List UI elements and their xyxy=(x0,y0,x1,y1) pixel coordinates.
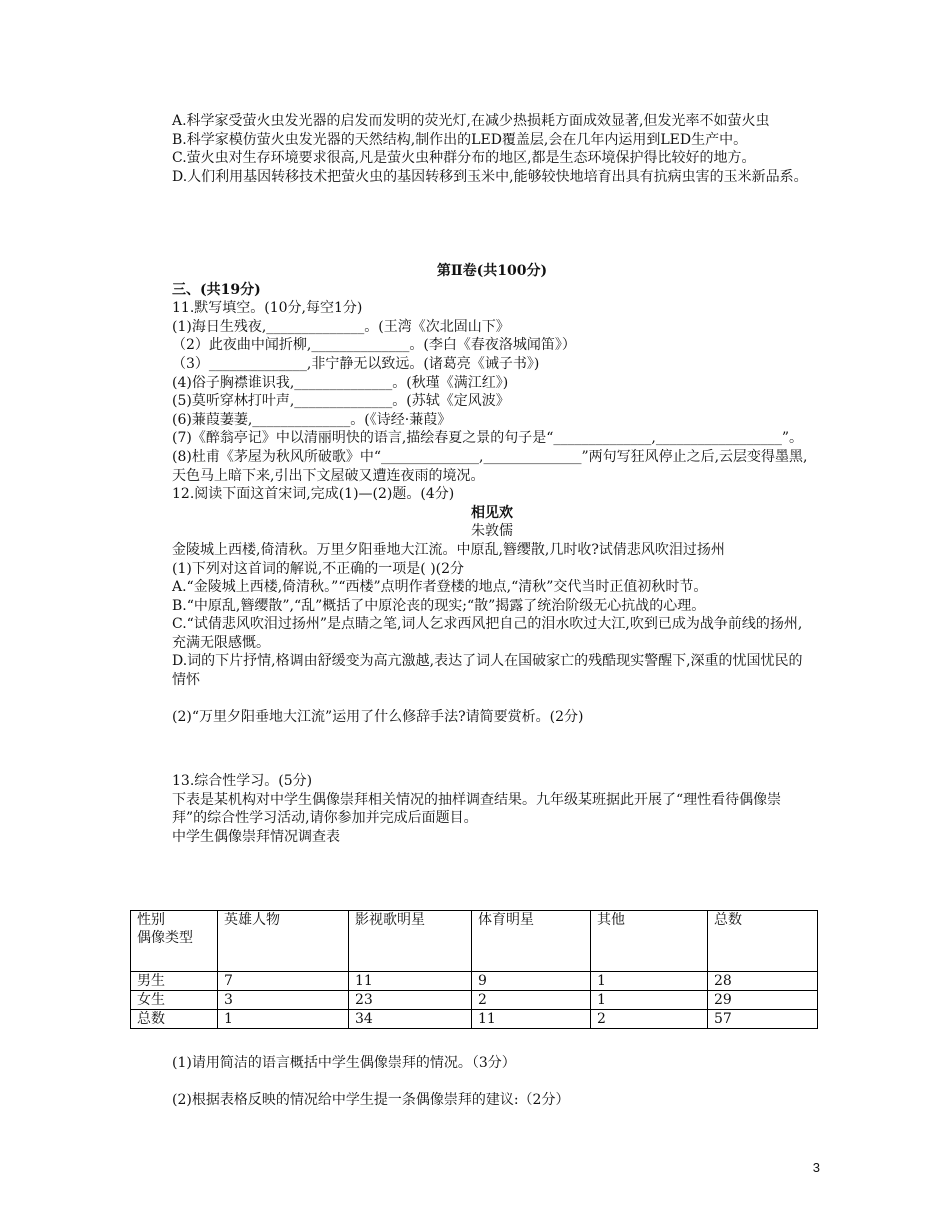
page-number: 3 xyxy=(812,1160,820,1175)
row-label: 女生 xyxy=(131,991,218,1010)
q11-item: (6)蒹葭萋萋,______________。(《诗经·蒹葭》 xyxy=(172,411,452,428)
column-header: 英雄人物 xyxy=(218,911,349,972)
q12-sub2: (2)“万里夕阳垂地大江流”运用了什么修辞手法?请简要赏析。(2分) xyxy=(172,708,584,725)
table-cell: 11 xyxy=(472,1010,591,1029)
column-header: 其他 xyxy=(591,911,708,972)
q11-stem: 11.默写填空。(10分,每空1分) xyxy=(172,300,363,317)
table-cell: 29 xyxy=(708,991,818,1010)
q12-sub1: (1)下列对这首词的解说,不正确的一项是( )(2分 xyxy=(172,560,465,577)
poem-author: 朱敦儒 xyxy=(471,523,513,540)
row-label: 男生 xyxy=(131,972,218,991)
q13-sub2: (2)根据表格反映的情况给中学生提一条偶像崇拜的建议:（2分） xyxy=(172,1091,570,1108)
q13-sub1: (1)请用简洁的语言概括中学生偶像崇拜的情况。（3分） xyxy=(172,1055,516,1071)
table-cell: 1 xyxy=(218,1010,349,1029)
header-corner-cell xyxy=(131,911,218,972)
column-header: 影视歌明星 xyxy=(349,911,472,972)
table-cell: 34 xyxy=(349,1010,472,1029)
column-header: 总数 xyxy=(708,911,818,972)
q12-option: B.“中原乱,簪缨散”,“乱”概括了中原沦丧的现实;“散”揭露了统治阶级无心抗战的心理。 xyxy=(172,597,706,614)
volume-2 xyxy=(172,262,812,847)
table-cell: 2 xyxy=(591,1010,708,1029)
table-header-row xyxy=(131,911,818,972)
q11-item: (8)杜甫《茅屋为秋风所破歌》中“______________,______________”两句写狂风停止之后,云层变得墨黑,天色马上暗下来,引出下文屋破又遭连夜雨的境况。 xyxy=(172,448,808,484)
table-row xyxy=(131,972,818,991)
header-idol-type: 偶像类型 xyxy=(137,930,193,946)
q12-stem: 12.阅读下面这首宋词,完成(1)—(2)题。(4分) xyxy=(172,486,455,503)
table-cell: 11 xyxy=(349,972,472,991)
table-cell: 2 xyxy=(472,991,591,1010)
q11-item: (7)《醉翁亭记》中以清丽明快的语言,描绘春夏之景的句子是“______________,__________________”。 xyxy=(172,430,804,447)
q11-item: （3）______________,非宁静无以致远。(诸葛亮《诫子书》) xyxy=(172,355,540,372)
q12-option: D.词的下片抒情,格调由舒缓变为高亢激越,表达了词人在国破家亡的残酷现实警醒下,深重的忧国忧民的情怀 xyxy=(172,653,803,689)
table-cell: 7 xyxy=(218,972,349,991)
q10-options xyxy=(172,112,812,186)
q11-item: (5)莫听穿林打叶声,______________。(苏轼《定风波》 xyxy=(172,393,510,410)
table-cell: 28 xyxy=(708,972,818,991)
section-title: 三、(共19分) xyxy=(172,281,261,298)
survey-table xyxy=(130,910,818,1029)
q11-item: (4)俗子胸襟谁识我,______________。(秋瑾《满江红》) xyxy=(172,374,509,391)
table-row xyxy=(131,1010,818,1029)
q13-intro: 下表是某机构对中学生偶像崇拜相关情况的抽样调查结果。九年级某班据此开展了“理性看待偶像崇拜”的综合性学习活动,请你参加并完成后面题目。 xyxy=(172,791,782,827)
q12-option: C.“试倩悲风吹泪过扬州”是点睛之笔,词人乞求西风把自己的泪水吹过大江,吹到已成为战争前线的扬州,充满无限感慨。 xyxy=(172,616,803,651)
poem-title: 相见欢 xyxy=(471,504,513,521)
volume-title: 第Ⅱ卷(共100分) xyxy=(436,263,548,279)
header-gender: 性别 xyxy=(137,912,165,928)
option-c: C.萤火虫对生存环境要求很高,凡是萤火虫种群分布的地区,都是生态环境保护得比较好的地方。 xyxy=(172,150,756,167)
option-a: A.科学家受萤火虫发光器的启发而发明的荧光灯,在减少热损耗方面成效显著,但发光率不如萤火虫 xyxy=(172,113,770,129)
poem-text: 金陵城上西楼,倚清秋。万里夕阳垂地大江流。中原乱,簪缨散,几时收?试倩悲风吹泪过扬州 xyxy=(172,541,725,558)
column-header: 体育明星 xyxy=(472,911,591,972)
table-cell: 3 xyxy=(218,991,349,1010)
table-cell: 9 xyxy=(472,972,591,991)
option-b: B.科学家模仿萤火虫发光器的天然结构,制作出的LED覆盖层,会在几年内运用到LED生产中。 xyxy=(172,131,748,148)
q12-option: A.“金陵城上西楼,倚清秋。”“西楼”点明作者登楼的地点,“清秋”交代当时正值初秋时节。 xyxy=(172,579,708,596)
q13-subquestions xyxy=(172,1054,812,1109)
q13-stem: 13.综合性学习。(5分) xyxy=(172,773,313,790)
q11-item: (1)海日生残夜,______________。(王湾《次北固山下》 xyxy=(172,318,510,335)
table-row xyxy=(131,991,818,1010)
table-cell: 57 xyxy=(708,1010,818,1029)
q11-item: （2）此夜曲中闻折柳,______________。(李白《春夜洛城闻笛》） xyxy=(172,337,576,354)
row-label: 总数 xyxy=(131,1010,218,1029)
table-cell: 1 xyxy=(591,972,708,991)
option-d: D.人们利用基因转移技术把萤火虫的基因转移到玉米中,能够较快地培育出具有抗病虫害的玉米新品系。 xyxy=(172,168,808,185)
table-cell: 1 xyxy=(591,991,708,1010)
table-cell: 23 xyxy=(349,991,472,1010)
table-title: 中学生偶像崇拜情况调查表 xyxy=(172,829,340,846)
